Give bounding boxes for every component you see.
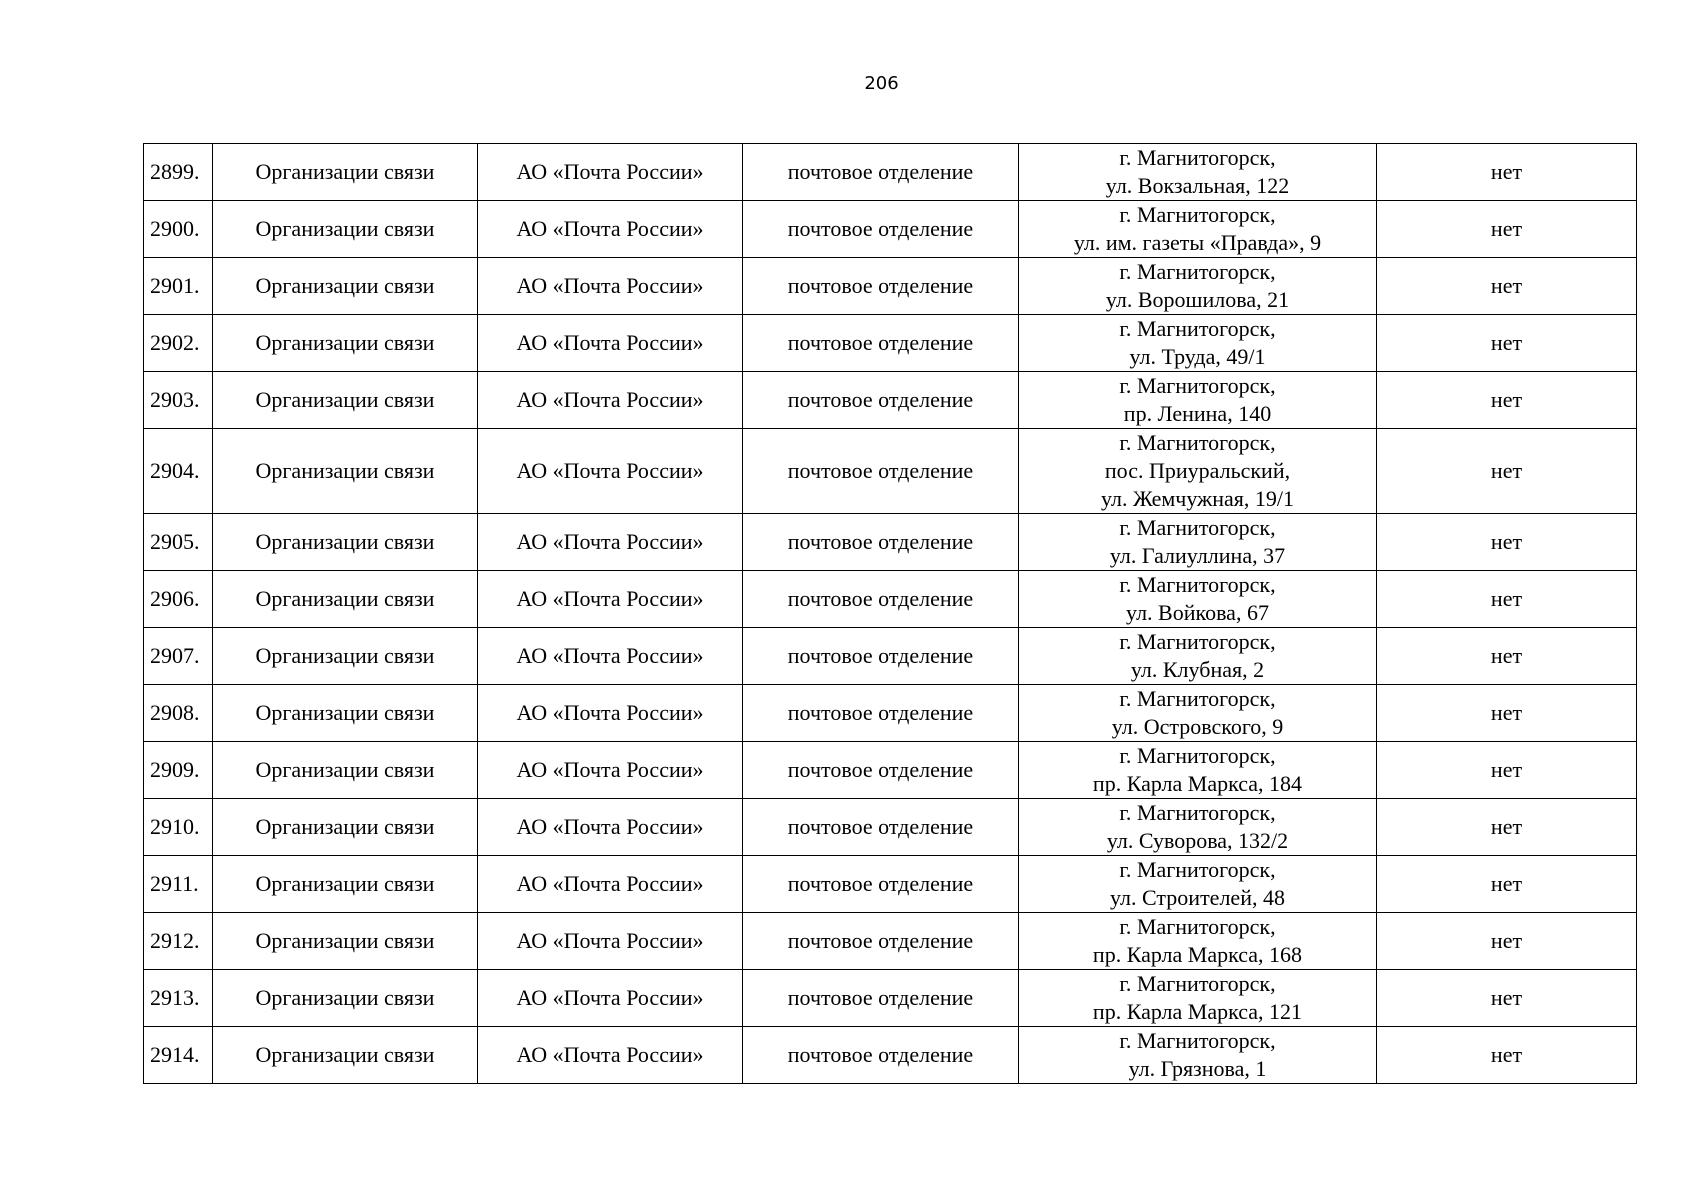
object-type-cell: почтовое отделение: [743, 571, 1019, 628]
status-cell: нет: [1377, 742, 1637, 799]
category-cell: Организации связи: [213, 856, 478, 913]
row-number: 2911.: [144, 856, 213, 913]
address-cell: [1019, 628, 1377, 685]
organization-cell: АО «Почта России»: [478, 913, 743, 970]
address-line: г. Магнитогорск,: [1119, 202, 1276, 227]
status-cell: нет: [1377, 628, 1637, 685]
category-cell: Организации связи: [213, 742, 478, 799]
object-type-cell: почтовое отделение: [743, 742, 1019, 799]
address-line: ул. Суворова, 132/2: [1106, 828, 1289, 853]
object-type-cell: почтовое отделение: [743, 856, 1019, 913]
organization-cell: АО «Почта России»: [478, 372, 743, 429]
category-cell: Организации связи: [213, 514, 478, 571]
row-number: 2900.: [144, 201, 213, 258]
category-cell: Организации связи: [213, 970, 478, 1027]
table-row: [144, 970, 1637, 1027]
address-line: пр. Ленина, 140: [1123, 401, 1272, 426]
organization-cell: АО «Почта России»: [478, 201, 743, 258]
address-line: г. Магнитогорск,: [1119, 857, 1276, 882]
organization-cell: АО «Почта России»: [478, 685, 743, 742]
status-cell: нет: [1377, 685, 1637, 742]
status-cell: нет: [1377, 913, 1637, 970]
organization-cell: АО «Почта России»: [478, 628, 743, 685]
table-row: [144, 429, 1637, 514]
address-line: ул. Грязнова, 1: [1128, 1056, 1267, 1081]
category-cell: Организации связи: [213, 913, 478, 970]
table-row: [144, 571, 1637, 628]
object-type-cell: почтовое отделение: [743, 628, 1019, 685]
address-cell: [1019, 372, 1377, 429]
status-cell: нет: [1377, 856, 1637, 913]
address-cell: [1019, 514, 1377, 571]
row-number: 2912.: [144, 913, 213, 970]
row-number: 2914.: [144, 1027, 213, 1084]
status-cell: нет: [1377, 315, 1637, 372]
organization-cell: АО «Почта России»: [478, 1027, 743, 1084]
address-line: пос. Приуральский,: [1104, 458, 1291, 483]
row-number: 2908.: [144, 685, 213, 742]
address-cell: [1019, 201, 1377, 258]
status-cell: нет: [1377, 571, 1637, 628]
table-row: [144, 201, 1637, 258]
address-line: г. Магнитогорск,: [1119, 259, 1276, 284]
status-cell: нет: [1377, 970, 1637, 1027]
address-cell: [1019, 571, 1377, 628]
status-cell: нет: [1377, 258, 1637, 315]
status-cell: нет: [1377, 372, 1637, 429]
category-cell: Организации связи: [213, 685, 478, 742]
table-row: [144, 799, 1637, 856]
object-type-cell: почтовое отделение: [743, 913, 1019, 970]
address-line: ул. Труда, 49/1: [1129, 344, 1266, 369]
status-cell: нет: [1377, 1027, 1637, 1084]
address-cell: [1019, 429, 1377, 514]
table-row: [144, 1027, 1637, 1084]
object-type-cell: почтовое отделение: [743, 315, 1019, 372]
category-cell: Организации связи: [213, 315, 478, 372]
row-number: 2906.: [144, 571, 213, 628]
table-row: [144, 144, 1637, 201]
category-cell: Организации связи: [213, 1027, 478, 1084]
address-line: г. Магнитогорск,: [1119, 515, 1276, 540]
row-number: 2910.: [144, 799, 213, 856]
status-cell: нет: [1377, 201, 1637, 258]
address-line: г. Магнитогорск,: [1119, 145, 1276, 170]
address-line: г. Магнитогорск,: [1119, 316, 1276, 341]
object-type-cell: почтовое отделение: [743, 970, 1019, 1027]
row-number: 2905.: [144, 514, 213, 571]
address-line: ул. Клубная, 2: [1130, 657, 1265, 682]
address-line: г. Магнитогорск,: [1119, 572, 1276, 597]
address-line: пр. Карла Маркса, 168: [1092, 942, 1303, 967]
status-cell: нет: [1377, 799, 1637, 856]
address-cell: [1019, 913, 1377, 970]
organization-cell: АО «Почта России»: [478, 970, 743, 1027]
table-row: [144, 742, 1637, 799]
table-row: [144, 685, 1637, 742]
status-cell: нет: [1377, 144, 1637, 201]
category-cell: Организации связи: [213, 429, 478, 514]
registry-body: [144, 144, 1637, 1084]
status-cell: нет: [1377, 429, 1637, 514]
organization-cell: АО «Почта России»: [478, 144, 743, 201]
address-line: ул. Строителей, 48: [1110, 885, 1285, 910]
address-line: г. Магнитогорск,: [1119, 686, 1276, 711]
address-line: ул. Ворошилова, 21: [1105, 287, 1290, 312]
address-line: ул. им. газеты «Правда», 9: [1073, 230, 1322, 255]
object-type-cell: почтовое отделение: [743, 258, 1019, 315]
address-cell: [1019, 742, 1377, 799]
object-type-cell: почтовое отделение: [743, 514, 1019, 571]
row-number: 2902.: [144, 315, 213, 372]
row-number: 2899.: [144, 144, 213, 201]
object-type-cell: почтовое отделение: [743, 799, 1019, 856]
table-row: [144, 628, 1637, 685]
category-cell: Организации связи: [213, 144, 478, 201]
object-type-cell: почтовое отделение: [743, 1027, 1019, 1084]
category-cell: Организации связи: [213, 628, 478, 685]
object-type-cell: почтовое отделение: [743, 429, 1019, 514]
row-number: 2909.: [144, 742, 213, 799]
address-line: ул. Галиуллина, 37: [1109, 543, 1286, 568]
registry-table: [143, 143, 1637, 1084]
organization-cell: АО «Почта России»: [478, 315, 743, 372]
category-cell: Организации связи: [213, 571, 478, 628]
address-line: ул. Островского, 9: [1111, 714, 1284, 739]
organization-cell: АО «Почта России»: [478, 571, 743, 628]
category-cell: Организации связи: [213, 799, 478, 856]
object-type-cell: почтовое отделение: [743, 372, 1019, 429]
address-cell: [1019, 315, 1377, 372]
object-type-cell: почтовое отделение: [743, 144, 1019, 201]
organization-cell: АО «Почта России»: [478, 429, 743, 514]
page-number: 206: [864, 73, 899, 94]
address-line: пр. Карла Маркса, 184: [1092, 771, 1303, 796]
address-cell: [1019, 799, 1377, 856]
organization-cell: АО «Почта России»: [478, 742, 743, 799]
address-line: ул. Жемчужная, 19/1: [1100, 486, 1295, 511]
address-line: ул. Вокзальная, 122: [1105, 173, 1290, 198]
organization-cell: АО «Почта России»: [478, 258, 743, 315]
table-row: [144, 856, 1637, 913]
table-row: [144, 258, 1637, 315]
category-cell: Организации связи: [213, 258, 478, 315]
address-line: ул. Войкова, 67: [1126, 600, 1269, 625]
address-line: г. Магнитогорск,: [1119, 914, 1276, 939]
organization-cell: АО «Почта России»: [478, 799, 743, 856]
table-row: [144, 315, 1637, 372]
organization-cell: АО «Почта России»: [478, 514, 743, 571]
table-row: [144, 514, 1637, 571]
object-type-cell: почтовое отделение: [743, 685, 1019, 742]
address-cell: [1019, 970, 1377, 1027]
address-line: г. Магнитогорск,: [1119, 971, 1276, 996]
category-cell: Организации связи: [213, 372, 478, 429]
address-cell: [1019, 685, 1377, 742]
address-line: г. Магнитогорск,: [1119, 373, 1276, 398]
row-number: 2904.: [144, 429, 213, 514]
address-cell: [1019, 856, 1377, 913]
address-line: г. Магнитогорск,: [1119, 1028, 1276, 1053]
row-number: 2903.: [144, 372, 213, 429]
address-line: г. Магнитогорск,: [1119, 743, 1276, 768]
object-type-cell: почтовое отделение: [743, 201, 1019, 258]
table-row: [144, 372, 1637, 429]
address-line: г. Магнитогорск,: [1119, 800, 1276, 825]
row-number: 2913.: [144, 970, 213, 1027]
status-cell: нет: [1377, 514, 1637, 571]
row-number: 2907.: [144, 628, 213, 685]
address-cell: [1019, 144, 1377, 201]
row-number: 2901.: [144, 258, 213, 315]
address-line: г. Магнитогорск,: [1119, 629, 1276, 654]
address-line: г. Магнитогорск,: [1119, 430, 1276, 455]
address-line: пр. Карла Маркса, 121: [1092, 999, 1303, 1024]
address-cell: [1019, 258, 1377, 315]
address-cell: [1019, 1027, 1377, 1084]
category-cell: Организации связи: [213, 201, 478, 258]
table-row: [144, 913, 1637, 970]
organization-cell: АО «Почта России»: [478, 856, 743, 913]
